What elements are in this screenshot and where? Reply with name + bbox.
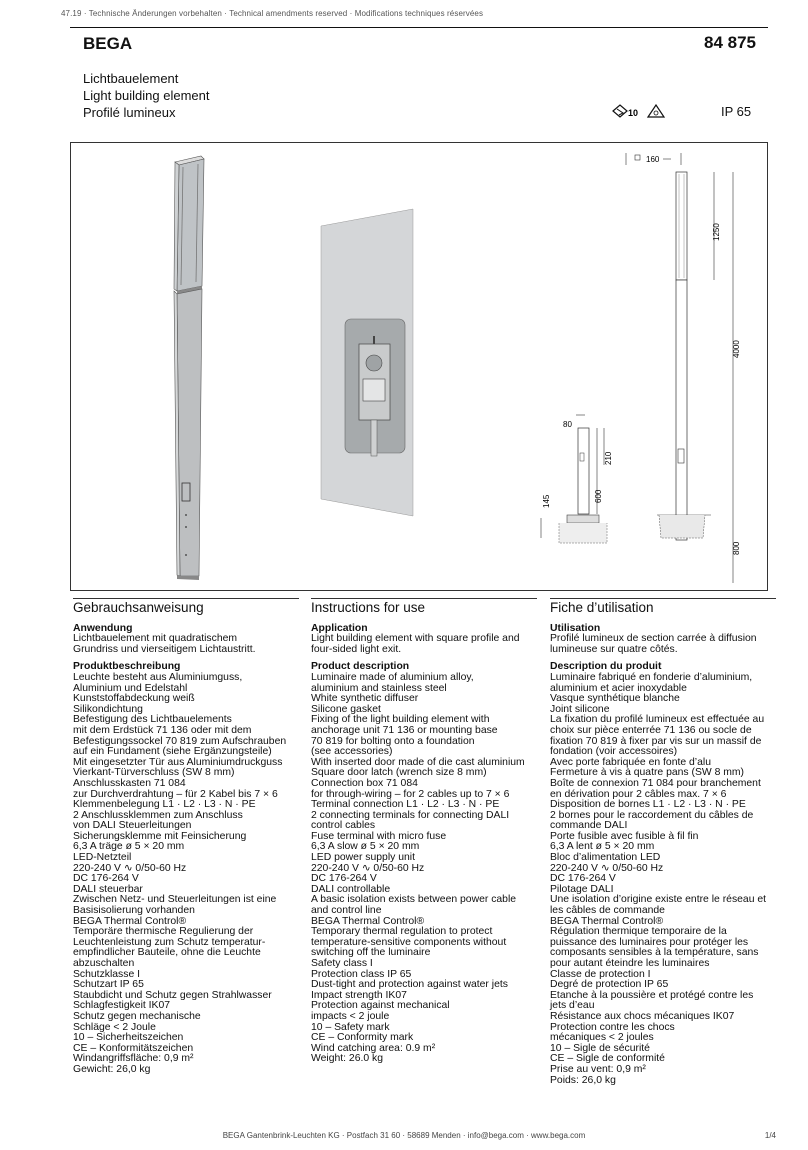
text-line: Leuchte besteht aus Aluminiumguss, xyxy=(73,671,243,683)
description-text xyxy=(73,673,299,1076)
text-line: Etanche à la poussière et protégé contre les xyxy=(550,989,754,1001)
dim-80: 80 xyxy=(563,420,572,429)
text-line: CE – Sigle de conformité xyxy=(550,1053,665,1065)
text-line: Boîte de connexion 71 084 pour branchement xyxy=(550,777,761,789)
text-line: LED-Netzteil xyxy=(73,852,132,864)
text-line: Basisisolierung vorhanden xyxy=(73,905,195,917)
text-line: Safety class I xyxy=(311,958,373,969)
text-line: empfindlicher Bauteile, ohne die Leuchte xyxy=(73,947,261,959)
text-line: Schutzart IP 65 xyxy=(73,979,144,991)
text-line: Fixing of the light building element with xyxy=(311,714,490,726)
text-line: Aluminium und Edelstahl xyxy=(73,682,188,694)
text-line: les câbles de commande xyxy=(550,905,665,917)
footer-address: BEGA Gantenbrink-Leuchten KG · Postfach 31 60 · 58689 Menden · info@bega.com · www.bega.com xyxy=(222,1131,586,1140)
text-line: auf ein Fundament (siehe Ergänzungsteile) xyxy=(73,746,272,758)
section-title: Description du produit xyxy=(550,661,662,673)
text-line: Régulation thermique temporaire de la xyxy=(550,926,727,938)
text-line: Porte fusible avec fusible à fil fin xyxy=(550,830,699,842)
protection-class: IP 65 xyxy=(721,104,752,119)
text-line: Prise au vent: 0,9 m² xyxy=(550,1063,646,1075)
text-line: LED power supply unit xyxy=(311,852,415,864)
elevation-drawing xyxy=(626,153,741,583)
section-title: Application xyxy=(311,622,368,634)
column-de xyxy=(73,598,299,1076)
text-line: Fermeture à vis à quatre pans (SW 8 mm) xyxy=(550,767,745,779)
text-line: 220-240 V ∿ 0/50-60 Hz xyxy=(550,862,664,874)
text-line: Avec porte fabriquée en fonte d’alu xyxy=(550,756,711,768)
text-line: Luminaire fabriqué en fonderie d’aluminium, xyxy=(550,671,753,683)
text-line: Silicone gasket xyxy=(311,703,381,715)
text-line: commande DALI xyxy=(550,820,628,832)
product-titles xyxy=(83,70,209,121)
title-fr: Profilé lumineux xyxy=(83,105,176,120)
brand-name: BEGA xyxy=(83,34,133,53)
dim-800: 800 xyxy=(732,541,741,555)
text-line: lumineuse sur quatre côtés. xyxy=(550,643,678,655)
section-title: Produktbeschreibung xyxy=(73,661,181,673)
text-line: CE – Konformitätszeichen xyxy=(73,1042,194,1054)
text-line: (see accessories) xyxy=(311,746,393,758)
page-number: 1/4 xyxy=(764,1131,776,1140)
text-line: aluminium and stainless steel xyxy=(311,682,447,694)
text-line: Wind catching area: 0.9 m² xyxy=(311,1042,436,1054)
connection-box-illustration xyxy=(321,209,413,516)
column-heading: Fiche d’utilisation xyxy=(550,598,776,614)
text-line: Luminaire made of aluminium alloy, xyxy=(311,671,474,683)
text-line: CE – Conformity mark xyxy=(311,1032,414,1044)
safety-marks-icon xyxy=(611,104,671,118)
text-line: 2 bornes pour le raccordement du câbles de xyxy=(550,809,754,821)
text-line: Square door latch (wrench size 8 mm) xyxy=(311,767,487,779)
text-line: aluminium et acier inoxydable xyxy=(550,682,687,694)
text-line: pour autant éteindre les luminaires xyxy=(550,958,710,969)
text-line: DC 176-264 V xyxy=(550,873,616,885)
text-line: Une isolation d’origine existe entre le réseau et xyxy=(550,894,767,906)
text-line: Mit eingesetzter Tür aus Aluminiumdruckguss xyxy=(73,756,283,768)
dim-210: 210 xyxy=(604,451,613,465)
text-line: 220-240 V ∿ 0/50-60 Hz xyxy=(311,862,425,874)
text-line: Disposition de bornes L1 · L2 · L3 · N · PE xyxy=(550,799,746,811)
section-title: Utilisation xyxy=(550,622,601,634)
product-drawing-panel xyxy=(70,142,768,591)
text-line: Fuse terminal with micro fuse xyxy=(311,830,447,842)
text-line: La fixation du profilé lumineux est effectuée au xyxy=(550,714,765,726)
dim-145: 145 xyxy=(542,494,551,508)
text-line: Anschlusskasten 71 084 xyxy=(73,777,186,789)
text-line: BEGA Thermal Control® xyxy=(73,915,187,927)
text-line: A basic isolation exists between power cable xyxy=(311,894,517,906)
text-line: 2 connecting terminals for connecting DALI xyxy=(311,809,510,821)
text-line: Schlagfestigkeit IK07 xyxy=(73,1000,171,1012)
text-line: Windangriffsfläche: 0,9 m² xyxy=(73,1053,194,1065)
text-line: DC 176-264 V xyxy=(73,873,139,885)
text-line: 6,3 A lent ø 5 × 20 mm xyxy=(550,841,655,853)
text-line: Silikondichtung xyxy=(73,703,143,715)
text-line: zur Durchverdrahtung – für 2 Kabel bis 7 × 6 xyxy=(73,788,278,800)
text-line: Sicherungsklemme mit Feinsicherung xyxy=(73,830,247,842)
text-line: Terminal connection L1 · L2 · L3 · N · PE xyxy=(311,799,500,811)
text-line: fixation 70 819 à fixer par vis sur un massif de xyxy=(550,735,762,747)
text-line: Temporäre thermische Regulierung der xyxy=(73,926,254,938)
text-line: With inserted door made of die cast aluminium xyxy=(311,756,525,768)
technical-notice: 47.19 · Technische Änderungen vorbehalten · Technical amendments reserved · Modifications techniques réservées xyxy=(61,9,484,18)
text-line: Degré de protection IP 65 xyxy=(550,979,669,991)
section-title: Product description xyxy=(311,661,410,673)
text-line: jets d’eau xyxy=(550,1000,595,1012)
text-line: Protection contre les chocs xyxy=(550,1021,675,1033)
text-line: Schutz gegen mechanische xyxy=(73,1010,201,1022)
text-line: 220-240 V ∿ 0/50-60 Hz xyxy=(73,862,187,874)
text-line: Kunststoffabdeckung weiß xyxy=(73,693,195,705)
text-line: puissance des luminaires pour protéger les xyxy=(550,936,749,948)
text-line: Dust-tight and protection against water jets xyxy=(311,979,508,991)
text-line: Weight: 26.0 kg xyxy=(311,1053,384,1065)
text-line: White synthetic diffuser xyxy=(311,693,419,705)
text-line: Schläge < 2 Joule xyxy=(73,1021,156,1033)
title-de: Lichtbauelement xyxy=(83,71,179,86)
text-line: choix sur pièce enterrée 71 136 ou socle de xyxy=(550,724,752,736)
text-line: Befestigung des Lichtbauelements xyxy=(73,714,232,726)
text-line: abzuschalten xyxy=(73,958,135,969)
text-line: Protection against mechanical xyxy=(311,1000,450,1012)
product-drawings xyxy=(71,143,769,592)
text-line: BEGA Thermal Control® xyxy=(311,915,425,927)
dim-4000: 4000 xyxy=(732,340,741,358)
text-line: impacts < 2 joule xyxy=(311,1010,390,1022)
text-line: von DALI Steuerleitungen xyxy=(73,820,192,832)
text-line: en dérivation pour 2 câbles max. 7 × 6 xyxy=(550,788,727,800)
text-line: Impact strength IK07 xyxy=(311,989,407,1001)
text-line: Leuchtenleistung zum Schutz temperatur- xyxy=(73,936,266,948)
text-line: anchorage unit 71 136 or mounting base xyxy=(311,724,498,736)
text-line: BEGA Thermal Control® xyxy=(550,915,664,927)
text-line: temperature-sensitive components without xyxy=(311,936,507,948)
text-line: Schutzklasse I xyxy=(73,968,140,980)
text-line: Protection class IP 65 xyxy=(311,968,412,980)
mounting-base-drawing xyxy=(541,415,613,543)
text-line: Classe de protection I xyxy=(550,968,651,980)
description-text xyxy=(311,673,537,1065)
text-line: Staubdicht und Schutz gegen Strahlwasser xyxy=(73,989,272,1001)
text-line: Pilotage DALI xyxy=(550,883,614,895)
text-line: 10 – Safety mark xyxy=(311,1021,390,1033)
text-line: Vierkant-Türverschluss (SW 8 mm) xyxy=(73,767,235,779)
text-line: four-sided light exit. xyxy=(311,643,402,655)
text-line: control cables xyxy=(311,820,376,832)
text-line: Temporary thermal regulation to protect xyxy=(311,926,493,938)
column-heading: Gebrauchsanweisung xyxy=(73,598,299,614)
text-line: Gewicht: 26,0 kg xyxy=(73,1063,151,1075)
text-line: Bloc d’alimentation LED xyxy=(550,852,661,864)
title-en: Light building element xyxy=(83,88,210,103)
application-text xyxy=(550,634,776,655)
column-heading: Instructions for use xyxy=(311,598,537,614)
header-bar xyxy=(70,27,768,66)
application-text xyxy=(311,634,537,655)
text-line: DALI controllable xyxy=(311,883,391,895)
dim-160: 160 xyxy=(646,155,660,164)
text-line: Connection box 71 084 xyxy=(311,777,418,789)
text-line: switching off the luminaire xyxy=(311,947,431,959)
text-line: fondation (voir accessoires) xyxy=(550,746,678,758)
text-line: DC 176-264 V xyxy=(311,873,377,885)
text-line: Profilé lumineux de section carrée à diffusion xyxy=(550,633,757,645)
text-line: 10 – Sicherheitszeichen xyxy=(73,1032,184,1044)
text-line: Lichtbauelement mit quadratischem xyxy=(73,633,238,645)
text-line: for through-wiring – for 2 cables up to 7 × 6 xyxy=(311,788,510,800)
text-line: composants sensibles à la température, sans xyxy=(550,947,759,959)
section-title: Anwendung xyxy=(73,622,133,634)
article-number: 84 875 xyxy=(704,33,756,52)
text-line: Grundriss und vierseitigem Lichtaustritt. xyxy=(73,643,256,655)
text-line: Vasque synthétique blanche xyxy=(550,693,680,705)
text-line: 70 819 for bolting onto a foundation xyxy=(311,735,475,747)
dim-1250: 1250 xyxy=(712,223,721,241)
text-line: Joint silicone xyxy=(550,703,610,715)
text-line: 6,3 A träge ø 5 × 20 mm xyxy=(73,841,185,853)
text-line: 10 – Sigle de sécurité xyxy=(550,1042,650,1054)
text-line: Klemmenbelegung L1 · L2 · L3 · N · PE xyxy=(73,799,256,811)
column-perspective-illustration xyxy=(174,156,204,580)
text-line: mit dem Erdstück 71 136 oder mit dem xyxy=(73,724,252,736)
text-line: Zwischen Netz- und Steuerleitungen ist eine xyxy=(73,894,277,906)
text-line: Light building element with square profile and xyxy=(311,633,520,645)
column-fr xyxy=(550,598,776,1086)
text-line: 2 Anschlussklemmen zum Anschluss xyxy=(73,809,243,821)
text-line: Befestigungssockel 70 819 zum Aufschrauben xyxy=(73,735,287,747)
text-line: mécaniques < 2 joules xyxy=(550,1032,654,1044)
impact-mark-number: 10 xyxy=(628,108,639,118)
text-line: Poids: 26,0 kg xyxy=(550,1074,616,1086)
application-text xyxy=(73,634,299,655)
text-line: and control line xyxy=(311,905,382,917)
column-en xyxy=(311,598,537,1065)
text-line: DALI steuerbar xyxy=(73,883,143,895)
dim-600: 600 xyxy=(594,489,603,503)
text-line: 6,3 A slow ø 5 × 20 mm xyxy=(311,841,420,853)
text-line: Résistance aux chocs mécaniques IK07 xyxy=(550,1010,735,1022)
description-text xyxy=(550,673,776,1086)
